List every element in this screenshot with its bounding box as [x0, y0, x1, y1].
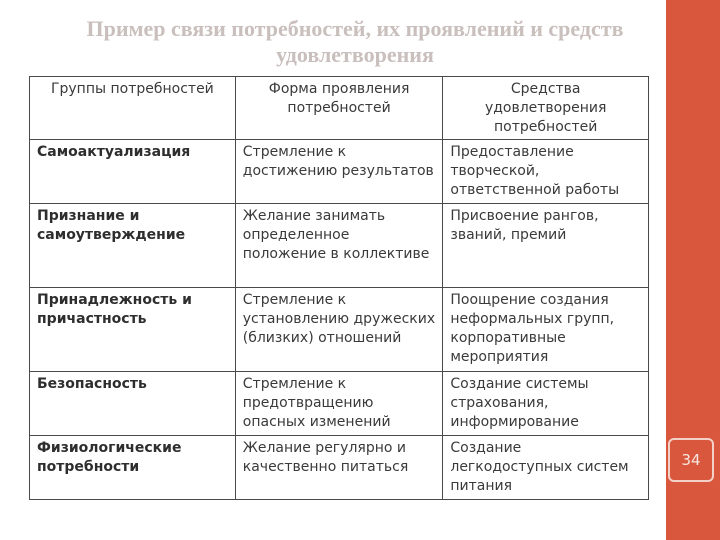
- manifestation-cell: Желание регулярно и качественно питаться: [235, 436, 443, 500]
- slide-title: Пример связи потребностей, их проявлений и средств удовлетворения: [86, 16, 624, 67]
- table-row: [30, 140, 649, 204]
- manifestation-cell: Желание занимать определенное положение в коллективе: [235, 204, 443, 288]
- needs-group-cell: Самоактуализация: [30, 140, 236, 204]
- column-header-needs-group: Группы потребностей: [30, 77, 236, 140]
- satisfaction-means-cell: Присвоение рангов, званий, премий: [443, 204, 649, 288]
- needs-group-cell: Принадлежность и причастность: [30, 288, 236, 372]
- satisfaction-means-cell: Поощрение создания неформальных групп, корпоративные мероприятия: [443, 288, 649, 372]
- satisfaction-means-cell: Создание легкодоступных систем питания: [443, 436, 649, 500]
- column-header-manifestation: Форма проявления потребностей: [235, 77, 443, 140]
- satisfaction-means-cell: Предоставление творческой, ответственной работы: [443, 140, 649, 204]
- manifestation-cell: Стремление к достижению результатов: [235, 140, 443, 204]
- table-row: [30, 372, 649, 436]
- needs-table: [29, 76, 649, 500]
- page-number: 34: [668, 438, 714, 482]
- satisfaction-means-cell: Создание системы страхования, информирование: [443, 372, 649, 436]
- needs-group-cell: Физиологические потребности: [30, 436, 236, 500]
- table-row: [30, 288, 649, 372]
- table-header-row: [30, 77, 649, 140]
- needs-group-cell: Безопасность: [30, 372, 236, 436]
- table-row: [30, 204, 649, 288]
- table-row: [30, 436, 649, 500]
- needs-group-cell: Признание и самоутверждение: [30, 204, 236, 288]
- manifestation-cell: Стремление к предотвращению опасных изменений: [235, 372, 443, 436]
- manifestation-cell: Стремление к установлению дружеских (близких) отношений: [235, 288, 443, 372]
- column-header-satisfaction-means: Средства удовлетворения потребностей: [443, 77, 649, 140]
